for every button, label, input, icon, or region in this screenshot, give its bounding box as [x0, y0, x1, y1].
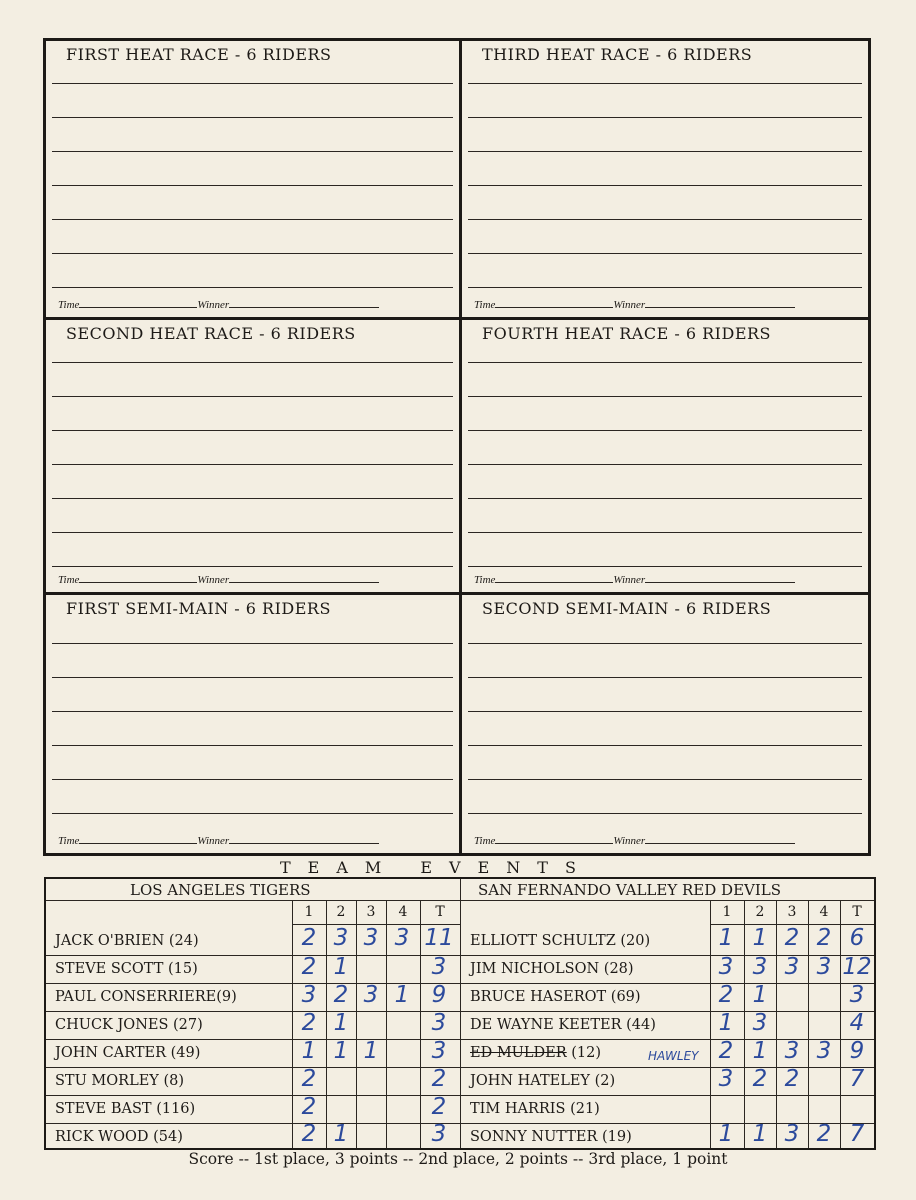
- team-events-title: TEAM EVENTS: [280, 858, 593, 877]
- score-cell: 3: [431, 1121, 447, 1147]
- race-line: [52, 532, 453, 533]
- rider-name: BRUCE HASEROT (69): [470, 989, 641, 1005]
- race-box-second-semi-main: [462, 595, 868, 853]
- time-label: Time: [58, 299, 80, 311]
- race-line: [468, 532, 862, 533]
- race-title: THIRD HEAT RACE - 6 RIDERS: [482, 45, 753, 64]
- race-line: [52, 117, 453, 118]
- race-title: SECOND HEAT RACE - 6 RIDERS: [66, 324, 356, 343]
- score-cell: 3: [816, 1038, 832, 1064]
- score-cell: 2: [752, 1066, 768, 1092]
- col-head-1: 1: [722, 904, 732, 920]
- rider-name: ELLIOTT SCHULTZ (20): [470, 933, 651, 949]
- race-line: [52, 83, 453, 84]
- score-cell: 2: [816, 1121, 832, 1147]
- rider-name: PAUL CONSERRIERE(9): [55, 989, 237, 1005]
- race-line: [468, 287, 862, 288]
- race-line: [52, 711, 453, 712]
- score-cell: 2: [718, 1038, 734, 1064]
- col-head-3: 3: [787, 904, 797, 920]
- score-cell: 3: [301, 982, 317, 1008]
- score-cell: 12: [842, 954, 872, 980]
- score-cell: 3: [784, 954, 800, 980]
- race-line: [468, 362, 862, 363]
- score-cell: 3: [431, 954, 447, 980]
- score-cell: 3: [752, 1010, 768, 1036]
- score-cell: 1: [752, 982, 768, 1008]
- score-cell: 2: [301, 1010, 317, 1036]
- race-box-third-heat: [462, 41, 868, 317]
- race-line: [52, 185, 453, 186]
- race-line: [468, 396, 862, 397]
- score-cell: 1: [394, 982, 410, 1008]
- time-label: Time: [474, 835, 496, 847]
- rider-name: RICK WOOD (54): [55, 1129, 183, 1145]
- score-cell: 3: [784, 1121, 800, 1147]
- time-winner-line: [58, 299, 379, 311]
- race-line: [468, 711, 862, 712]
- col-head-t: T: [852, 904, 862, 920]
- score-cell: 2: [784, 925, 800, 951]
- score-cell: 4: [849, 1010, 865, 1036]
- race-line: [468, 83, 862, 84]
- race-line: [52, 464, 453, 465]
- score-cell: 7: [849, 1066, 865, 1092]
- time-winner-line: [474, 574, 795, 586]
- col-head-2: 2: [336, 904, 346, 920]
- handwritten-substitute-name: HAWLEY: [648, 1049, 699, 1063]
- rider-name: JOHN CARTER (49): [55, 1045, 201, 1061]
- race-line: [52, 253, 453, 254]
- race-grid: [43, 38, 871, 856]
- winner-label: Winner: [613, 835, 646, 847]
- score-cell: 1: [752, 1038, 768, 1064]
- team-title-la: LOS ANGELES TIGERS: [130, 881, 311, 899]
- time-label: Time: [474, 299, 496, 311]
- race-line: [52, 430, 453, 431]
- rider-name: STU MORLEY (8): [55, 1073, 185, 1089]
- score-cell: 3: [363, 925, 379, 951]
- time-label: Time: [58, 835, 80, 847]
- score-cell: 3: [849, 982, 865, 1008]
- score-cell: 3: [718, 954, 734, 980]
- time-label: Time: [58, 574, 80, 586]
- team-events-table: [44, 877, 876, 1150]
- team-header-line: [46, 900, 874, 901]
- score-cell: 1: [333, 1010, 349, 1036]
- col-line: [840, 900, 841, 1148]
- race-line: [468, 464, 862, 465]
- score-cell: 7: [849, 1121, 865, 1147]
- rider-name: JACK O'BRIEN (24): [55, 933, 199, 949]
- race-title: FOURTH HEAT RACE - 6 RIDERS: [482, 324, 771, 343]
- col-head-4: 4: [819, 904, 829, 920]
- race-title: FIRST HEAT RACE - 6 RIDERS: [66, 45, 332, 64]
- rider-name: TIM HARRIS (21): [470, 1101, 600, 1117]
- race-line: [468, 151, 862, 152]
- score-cell: 3: [752, 954, 768, 980]
- score-cell: 2: [301, 1121, 317, 1147]
- col-head-1: 1: [304, 904, 314, 920]
- col-head-3: 3: [366, 904, 376, 920]
- race-line: [468, 253, 862, 254]
- race-line: [52, 677, 453, 678]
- race-line: [52, 151, 453, 152]
- score-cell: 1: [718, 1010, 734, 1036]
- time-winner-line: [474, 299, 795, 311]
- race-line: [52, 362, 453, 363]
- score-cell: 3: [394, 925, 410, 951]
- score-cell: 6: [849, 925, 865, 951]
- score-cell: 3: [333, 925, 349, 951]
- score-cell: 1: [301, 1038, 317, 1064]
- score-cell: 1: [718, 925, 734, 951]
- rider-name: JIM NICHOLSON (28): [470, 961, 634, 977]
- race-box-fourth-heat: [462, 320, 868, 592]
- rider-name: DE WAYNE KEETER (44): [470, 1017, 656, 1033]
- rider-name: STEVE BAST (116): [55, 1101, 196, 1117]
- race-line: [52, 779, 453, 780]
- score-cell: 1: [333, 1038, 349, 1064]
- col-head-4: 4: [398, 904, 408, 920]
- score-cell: 3: [816, 954, 832, 980]
- col-line: [420, 900, 421, 1148]
- score-cell: 2: [816, 925, 832, 951]
- score-cell: 3: [431, 1010, 447, 1036]
- race-box-first-heat: [46, 41, 459, 317]
- rider-name: JOHN HATELEY (2): [470, 1073, 616, 1089]
- race-line: [52, 287, 453, 288]
- race-line: [468, 566, 862, 567]
- col-head-2: 2: [755, 904, 765, 920]
- score-cell: 2: [301, 925, 317, 951]
- race-title: SECOND SEMI-MAIN - 6 RIDERS: [482, 599, 772, 618]
- score-cell: 9: [849, 1038, 865, 1064]
- col-line: [292, 900, 293, 1148]
- race-line: [52, 219, 453, 220]
- race-line: [468, 813, 862, 814]
- race-line: [52, 396, 453, 397]
- race-line: [52, 498, 453, 499]
- rider-name: STEVE SCOTT (15): [55, 961, 198, 977]
- race-line: [468, 185, 862, 186]
- rider-number: (12): [566, 1045, 602, 1061]
- race-line: [468, 498, 862, 499]
- race-box-second-heat: [46, 320, 459, 592]
- time-winner-line: [58, 574, 379, 586]
- rider-name: SONNY NUTTER (19): [470, 1129, 632, 1145]
- team-title-sfv: SAN FERNANDO VALLEY RED DEVILS: [478, 881, 782, 899]
- race-line: [468, 430, 862, 431]
- winner-label: Winner: [613, 299, 646, 311]
- col-head-t: T: [435, 904, 445, 920]
- score-cell: 3: [363, 982, 379, 1008]
- score-cell: 2: [718, 982, 734, 1008]
- race-line: [468, 677, 862, 678]
- race-line: [52, 813, 453, 814]
- score-cell: 1: [752, 925, 768, 951]
- score-cell: 2: [784, 1066, 800, 1092]
- crossed-out-name: ED MULDER: [470, 1045, 567, 1061]
- score-cell: 2: [301, 1094, 317, 1120]
- winner-label: Winner: [197, 574, 230, 586]
- race-line: [468, 779, 862, 780]
- score-cell: 11: [424, 925, 454, 951]
- winner-label: Winner: [197, 299, 230, 311]
- time-label: Time: [474, 574, 496, 586]
- score-cell: 1: [363, 1038, 379, 1064]
- time-winner-line: [474, 835, 795, 847]
- score-cell: 1: [718, 1121, 734, 1147]
- race-line: [52, 643, 453, 644]
- race-line: [468, 643, 862, 644]
- rider-name: CHUCK JONES (27): [55, 1017, 203, 1033]
- row-line: [46, 1095, 874, 1096]
- team-divider: [460, 879, 461, 1148]
- score-cell: 1: [333, 1121, 349, 1147]
- score-cell: 2: [301, 1066, 317, 1092]
- score-cell: 3: [431, 1038, 447, 1064]
- score-cell: 2: [333, 982, 349, 1008]
- race-line: [52, 745, 453, 746]
- time-winner-line: [58, 835, 379, 847]
- score-cell: 2: [431, 1094, 447, 1120]
- score-cell: 9: [431, 982, 447, 1008]
- score-cell: 2: [431, 1066, 447, 1092]
- scoring-footer: Score -- 1st place, 3 points -- 2nd place, 2 points -- 3rd place, 1 point: [188, 1150, 728, 1168]
- score-cell: 1: [752, 1121, 768, 1147]
- score-cell: 2: [301, 954, 317, 980]
- score-cell: 3: [718, 1066, 734, 1092]
- score-cell: 3: [784, 1038, 800, 1064]
- winner-label: Winner: [613, 574, 646, 586]
- winner-label: Winner: [197, 835, 230, 847]
- race-line: [468, 745, 862, 746]
- race-box-first-semi-main: [46, 595, 459, 853]
- score-cell: 1: [333, 954, 349, 980]
- rider-name-crossed: [470, 1045, 601, 1061]
- race-line: [468, 117, 862, 118]
- race-line: [52, 566, 453, 567]
- race-title: FIRST SEMI-MAIN - 6 RIDERS: [66, 599, 331, 618]
- race-line: [468, 219, 862, 220]
